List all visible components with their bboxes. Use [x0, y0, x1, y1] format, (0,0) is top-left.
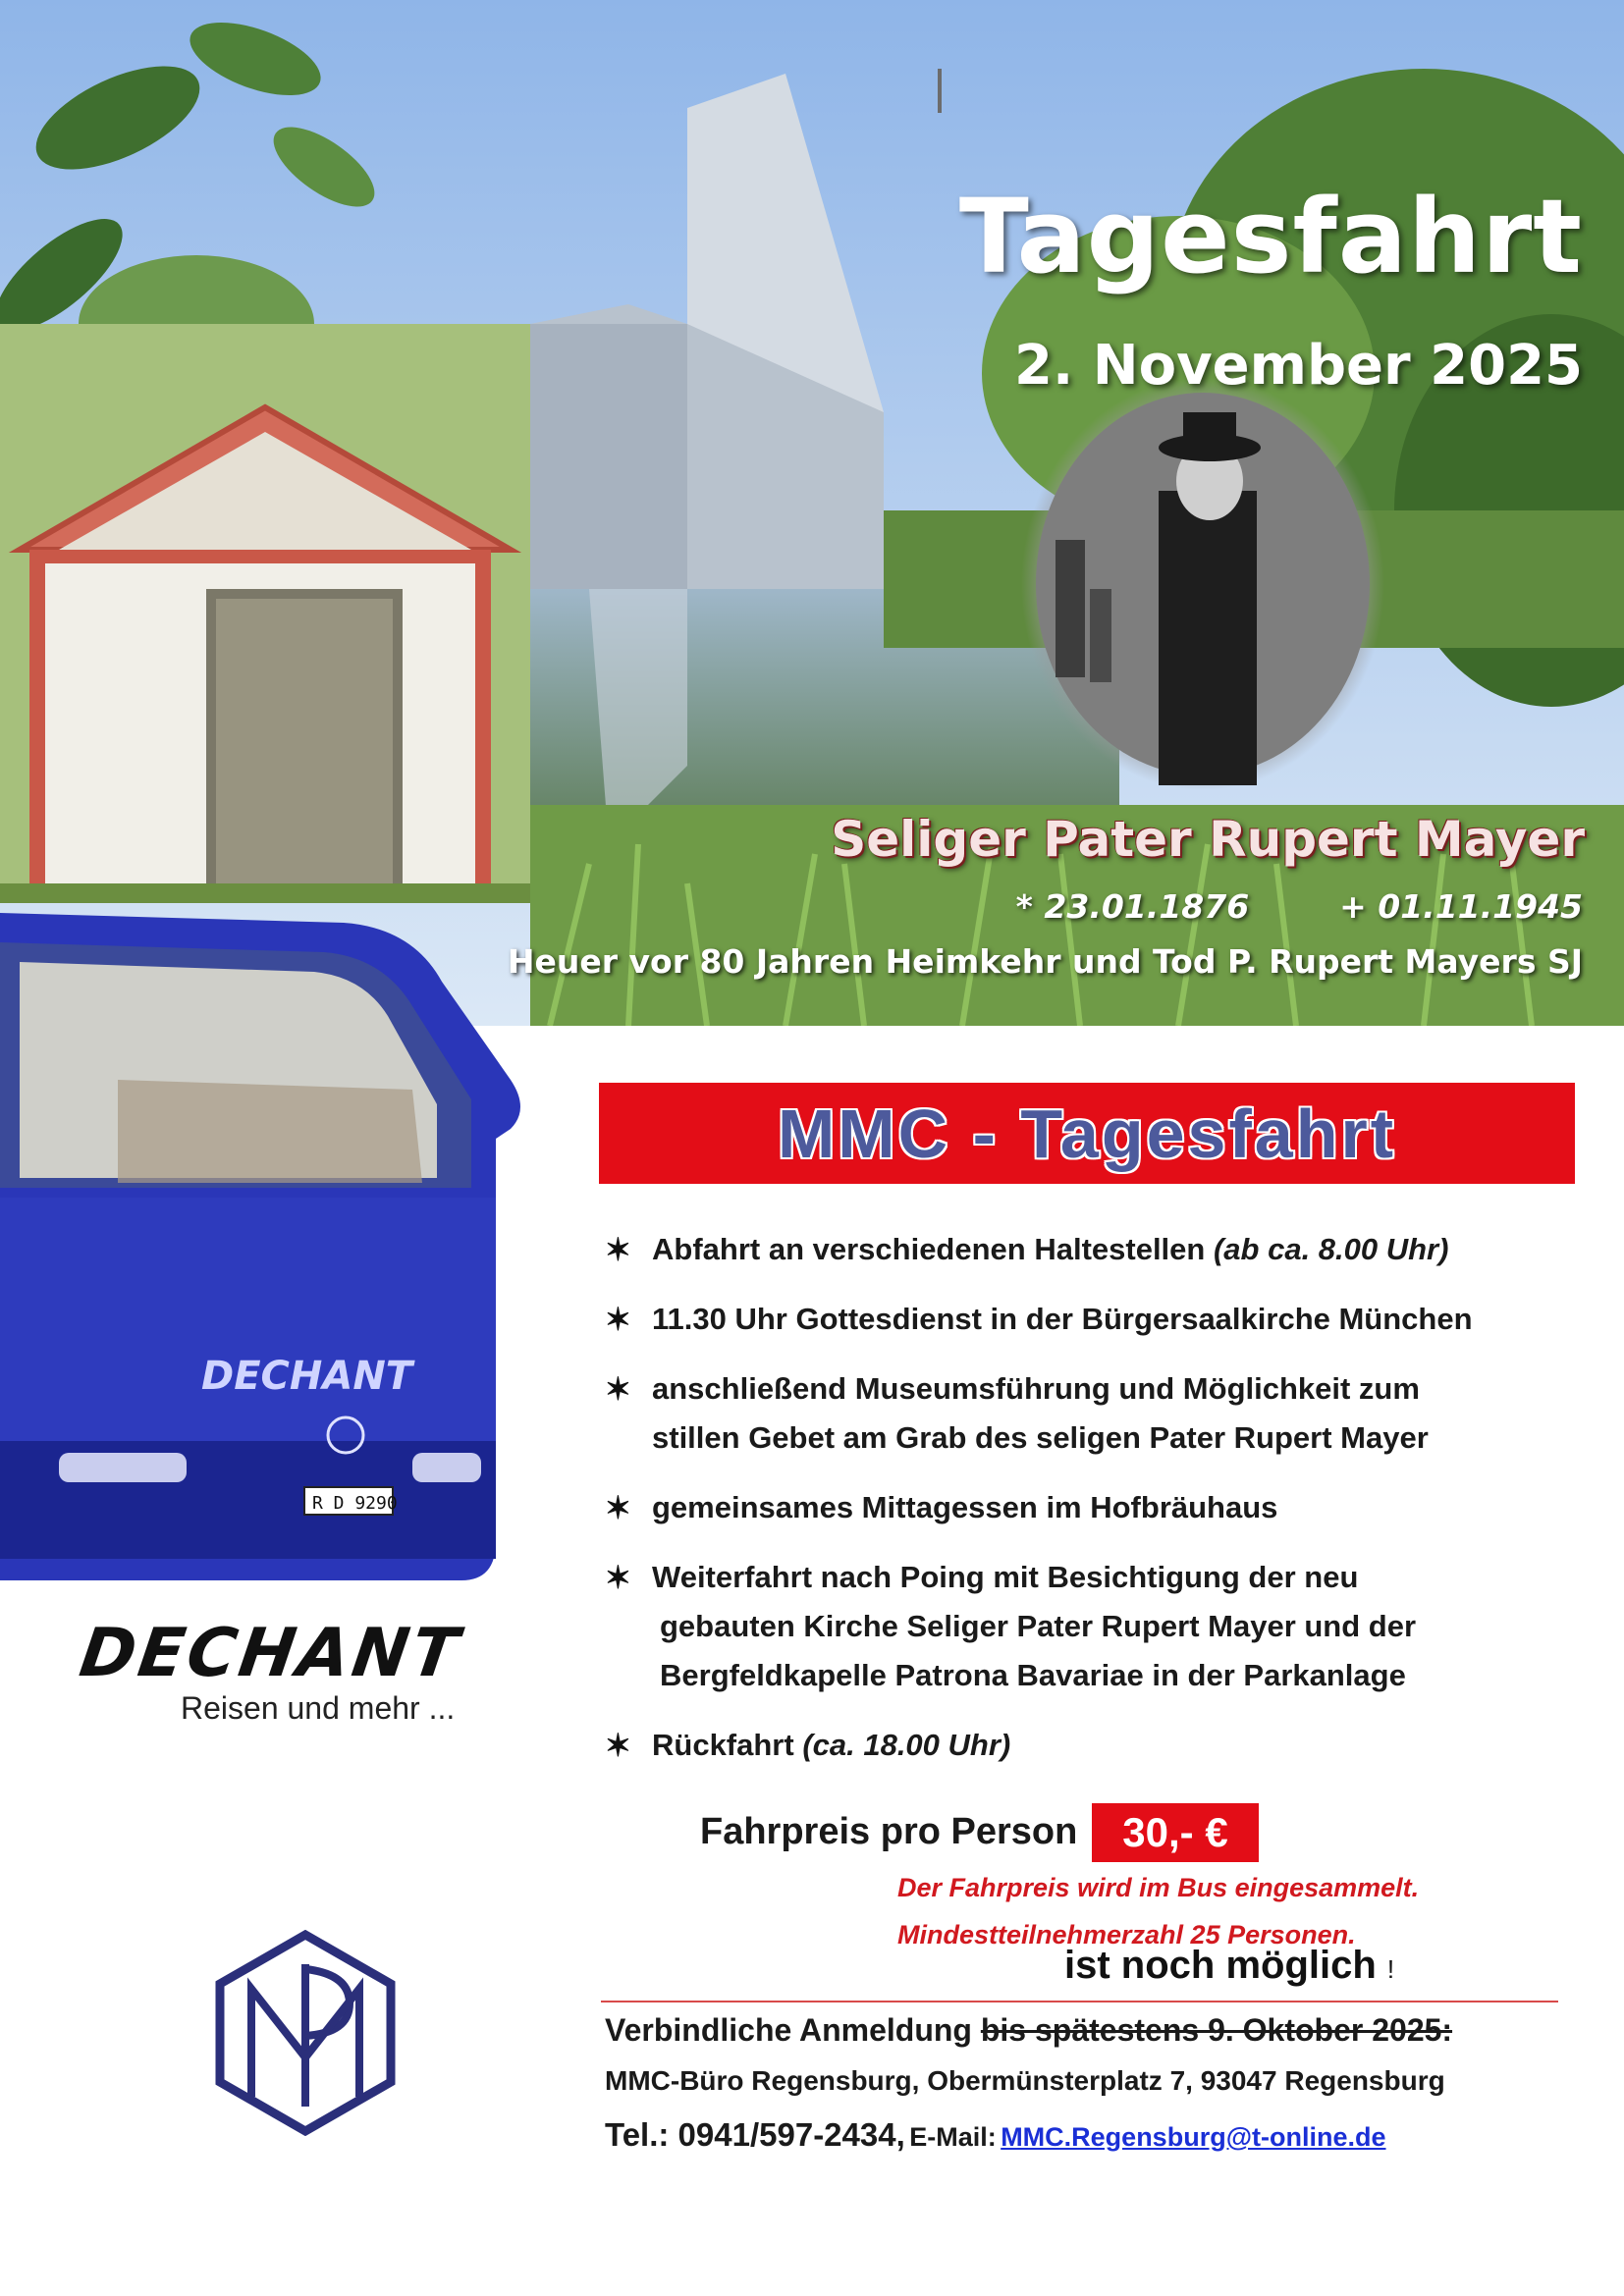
registration-heading — [605, 2012, 1452, 2049]
itinerary-note: (ab ca. 8.00 Uhr) — [1213, 1232, 1449, 1266]
trip-date: 2. November 2025 — [1014, 334, 1583, 398]
star-bullet-icon: ✶ — [605, 1302, 631, 1337]
divider-line — [601, 2001, 1558, 2002]
itinerary-item — [601, 1295, 1583, 1344]
itinerary-text: 11.30 Uhr Gottesdienst in der Bürgersaalkirche München — [652, 1302, 1473, 1336]
license-plate: R D 9290 — [312, 1493, 398, 1514]
person-name: Seliger Pater Rupert Mayer — [831, 811, 1585, 868]
email-label: E-Mail: — [909, 2122, 997, 2152]
dechant-tagline: Reisen und mehr ... — [181, 1690, 456, 1726]
itinerary-item — [601, 1364, 1583, 1463]
anniversary-line: Heuer vor 80 Jahren Heimkehr und Tod P. Rupert Mayers SJ — [507, 942, 1583, 981]
birth-date: * 23.01.1876 — [1015, 887, 1250, 926]
itinerary-item — [601, 1553, 1583, 1700]
itinerary-text: gemeinsames Mittagessen im Hofbräuhaus — [652, 1490, 1278, 1524]
life-dates — [1016, 887, 1583, 926]
late-notice-text: ist noch möglich — [1064, 1944, 1377, 1987]
hero-scene — [0, 0, 1624, 1026]
mmc-logo-icon — [212, 1930, 399, 2136]
price-note-collection: Der Fahrpreis wird im Bus eingesammelt. — [897, 1873, 1420, 1902]
itinerary-item — [601, 1225, 1583, 1274]
itinerary-text: Bergfeldkapelle Patrona Bavariae in der Parkanlage — [660, 1658, 1406, 1692]
registration-label: Verbindliche Anmeldung — [605, 2012, 972, 2048]
contact-line — [605, 2116, 1386, 2154]
office-address: MMC-Büro Regensburg, Obermünsterplatz 7, 93047 Regensburg — [605, 2065, 1445, 2096]
late-registration-notice — [1064, 1944, 1394, 1988]
bus-side-text: DECHANT — [201, 1354, 413, 1399]
itinerary-list — [601, 1225, 1583, 1790]
phone-number: Tel.: 0941/597-2434, — [605, 2116, 905, 2153]
price-badge: 30,- € — [1092, 1803, 1259, 1862]
star-bullet-icon: ✶ — [605, 1232, 631, 1267]
itinerary-text: anschließend Museumsführung und Möglichkeit zum — [652, 1371, 1420, 1406]
star-bullet-icon: ✶ — [605, 1560, 631, 1595]
star-bullet-icon: ✶ — [605, 1490, 631, 1525]
hero-title: Tagesfahrt — [958, 177, 1583, 296]
struck-deadline: bis spätestens 9. Oktober 2025: — [980, 2012, 1453, 2048]
price-note-minimum: Mindestteilnehmerzahl 25 Personen. — [897, 1920, 1356, 1949]
itinerary-item — [601, 1721, 1583, 1770]
star-bullet-icon: ✶ — [605, 1728, 631, 1763]
itinerary-text: Rückfahrt — [652, 1728, 803, 1762]
email-link[interactable]: MMC.Regensburg@t-online.de — [1001, 2122, 1386, 2152]
dechant-logo: DECHANT — [75, 1615, 466, 1692]
death-date: + 01.11.1945 — [1339, 887, 1583, 926]
itinerary-text: stillen Gebet am Grab des seligen Pater Rupert Mayer — [652, 1420, 1429, 1455]
itinerary-item — [601, 1483, 1583, 1532]
itinerary-note: (ca. 18.00 Uhr) — [802, 1728, 1011, 1762]
price-label: Fahrpreis pro Person — [700, 1811, 1078, 1852]
banner-title: MMC - Tagesfahrt — [777, 1095, 1397, 1172]
red-banner — [599, 1083, 1575, 1184]
star-bullet-icon: ✶ — [605, 1371, 631, 1407]
hero-photo-collage — [0, 0, 1624, 1026]
late-notice-mark: ! — [1386, 1954, 1395, 1984]
dates-spacer — [1249, 887, 1339, 926]
bus-image — [0, 903, 550, 1590]
itinerary-text: gebauten Kirche Seliger Pater Rupert Mayer und der — [660, 1609, 1417, 1643]
itinerary-text: Weiterfahrt nach Poing mit Besichtigung der neu — [652, 1560, 1359, 1594]
itinerary-text: Abfahrt an verschiedenen Haltestellen — [652, 1232, 1214, 1266]
